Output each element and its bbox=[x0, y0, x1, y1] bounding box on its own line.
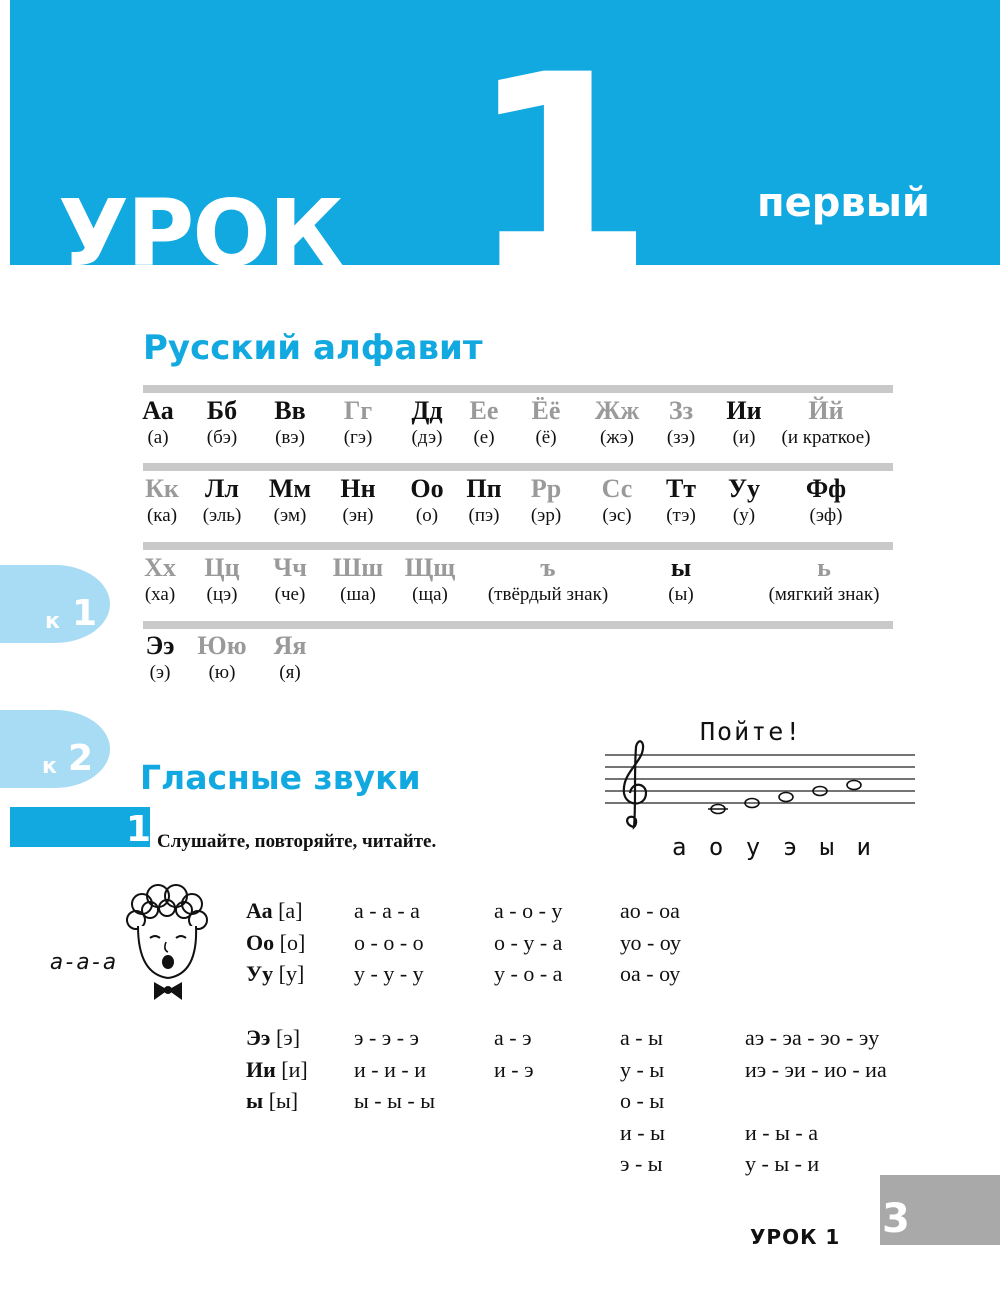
alphabet-letter-name: (мягкий знак) bbox=[768, 584, 880, 605]
page-number: 3 bbox=[882, 1196, 910, 1242]
drill-cell: и - ы - а bbox=[745, 1120, 818, 1145]
alphabet-letter: Мм bbox=[268, 474, 312, 503]
alphabet-letter-name: (ка) bbox=[146, 505, 178, 526]
alphabet-letter: Дд bbox=[411, 396, 443, 425]
alphabet-letter-name: (ю) bbox=[208, 662, 236, 683]
alphabet-letter: Зз bbox=[668, 396, 694, 425]
alphabet-letter: Сс bbox=[601, 474, 633, 503]
alphabet-letter: Уу bbox=[727, 474, 761, 503]
drill-row-head bbox=[246, 1090, 298, 1112]
drill-cell: о - ы bbox=[620, 1088, 665, 1113]
alphabet-letter: Юю bbox=[197, 631, 247, 660]
alphabet-letter-name: (эр) bbox=[530, 505, 562, 526]
drill-cell: и - и - и bbox=[354, 1057, 426, 1082]
track-tab-2 bbox=[0, 710, 110, 788]
alphabet-letter: Ёё bbox=[531, 396, 561, 425]
vowels-title: Гласные звуки bbox=[140, 758, 421, 797]
alphabet-letter-name: (эль) bbox=[202, 505, 242, 526]
tab-number: 2 bbox=[68, 738, 94, 779]
alphabet-letter-name: (тэ) bbox=[666, 505, 696, 526]
alphabet-letter-name: (цэ) bbox=[206, 584, 238, 605]
alphabet-letter: Рр bbox=[530, 474, 562, 503]
lesson-number: 1 bbox=[468, 18, 655, 330]
alphabet-letter-name: (бэ) bbox=[206, 427, 238, 448]
drill-vowel: ы bbox=[246, 1088, 264, 1113]
tab-label: к bbox=[45, 609, 60, 634]
drill-cell: и - ы bbox=[620, 1120, 665, 1145]
drill-cell: а - о - у bbox=[494, 898, 563, 923]
sing-letters: а о у э ы и bbox=[672, 833, 875, 861]
alphabet-letter: Хх bbox=[144, 553, 176, 582]
alphabet-letter: Чч bbox=[273, 553, 307, 582]
drill-cell: иэ - эи - ио - иа bbox=[745, 1057, 887, 1082]
alphabet-letter-name: (у) bbox=[732, 505, 756, 526]
alphabet-letter: Нн bbox=[340, 474, 376, 503]
drill-cell: о - о - о bbox=[354, 930, 424, 955]
drill-row-head bbox=[246, 1027, 300, 1049]
alphabet-letter-name: (эм) bbox=[273, 505, 307, 526]
drill-vowel: Ии bbox=[246, 1057, 276, 1082]
alphabet-letter-name: (ха) bbox=[144, 584, 176, 605]
alphabet-letter: Пп bbox=[466, 474, 502, 503]
alphabet-letter: Бб bbox=[206, 396, 238, 425]
lesson-word: УРОК bbox=[58, 180, 342, 287]
alphabet-letter-name: (а) bbox=[147, 427, 169, 448]
alphabet-letter-name: (ша) bbox=[340, 584, 376, 605]
alphabet-letter-name: (че) bbox=[274, 584, 306, 605]
alphabet-letter-name: (твёрдый знак) bbox=[487, 584, 609, 605]
alphabet-letter-name: (я) bbox=[279, 662, 301, 683]
alphabet-letter: Кк bbox=[145, 474, 179, 503]
alphabet-letter: ъ bbox=[540, 553, 556, 582]
staff-lines bbox=[605, 755, 915, 803]
alphabet-letter-name: (эф) bbox=[809, 505, 843, 526]
singing-text: а-а-а bbox=[50, 950, 117, 975]
alphabet-letter: Тт bbox=[665, 474, 697, 503]
drill-transcription: [а] bbox=[278, 898, 303, 923]
treble-clef-icon bbox=[624, 741, 646, 827]
alphabet-letter-name: (и краткое) bbox=[781, 427, 871, 448]
drill-cell: оа - оу bbox=[620, 961, 681, 986]
alphabet-letter: Жж bbox=[594, 396, 640, 425]
footer-lesson-label: УРОК 1 bbox=[750, 1225, 841, 1249]
drill-vowel: Оо bbox=[246, 930, 275, 955]
drill-cell: и - э bbox=[494, 1057, 534, 1082]
alphabet-letter-name: (эс) bbox=[602, 505, 632, 526]
lesson-ordinal: первый bbox=[757, 180, 930, 226]
alphabet-letter-name: (е) bbox=[473, 427, 495, 448]
alphabet-letter-name: (гэ) bbox=[343, 427, 373, 448]
drill-row-head bbox=[246, 963, 304, 985]
alphabet-letter: Фф bbox=[805, 474, 847, 503]
drill-vowel: Уу bbox=[246, 961, 274, 986]
exercise-number: 1 bbox=[126, 809, 152, 850]
alphabet-letter: Ии bbox=[726, 396, 762, 425]
drill-cell: у - о - а bbox=[494, 961, 563, 986]
hair bbox=[127, 885, 207, 929]
music-staff-illustration bbox=[600, 735, 920, 830]
drill-cell: у - ы bbox=[620, 1057, 665, 1082]
alphabet-letter-name: (о) bbox=[415, 505, 439, 526]
drill-cell: у - ы - и bbox=[745, 1151, 820, 1176]
alphabet-title: Русский алфавит bbox=[143, 328, 483, 368]
drill-transcription: [у] bbox=[278, 961, 305, 986]
alphabet-letter-name: (вэ) bbox=[275, 427, 305, 448]
notes bbox=[708, 781, 861, 814]
alphabet-letter-name: (ы) bbox=[668, 584, 694, 605]
alphabet-letter: Йй bbox=[808, 396, 844, 425]
drill-row-head bbox=[246, 1059, 308, 1081]
alphabet-letter: Яя bbox=[273, 631, 307, 660]
alphabet-letter-name: (ё) bbox=[535, 427, 557, 448]
drill-vowel: Ээ bbox=[246, 1025, 271, 1050]
alphabet-letter: Оо bbox=[410, 474, 444, 503]
drill-cell: а - э bbox=[494, 1025, 532, 1050]
singing-boy-illustration bbox=[118, 882, 213, 1007]
alphabet-letter: Лл bbox=[205, 474, 239, 503]
alphabet-letter-name: (дэ) bbox=[411, 427, 443, 448]
tab-label: к bbox=[42, 754, 57, 779]
drill-cell: уо - оу bbox=[620, 930, 681, 955]
drill-transcription: [о] bbox=[279, 930, 306, 955]
drill-cell: ы - ы - ы bbox=[354, 1088, 435, 1113]
drill-transcription: [ы] bbox=[268, 1088, 299, 1113]
alphabet-letter-name: (и) bbox=[732, 427, 756, 448]
alphabet-letter: Щщ bbox=[404, 553, 456, 582]
sing-label: Пойте! bbox=[700, 717, 803, 746]
alphabet-letter: Шш bbox=[332, 553, 384, 582]
alphabet-letter-name: (э) bbox=[149, 662, 171, 683]
drill-cell: а - а - а bbox=[354, 898, 420, 923]
drill-transcription: [э] bbox=[275, 1025, 301, 1050]
alphabet-letter: ы bbox=[670, 553, 692, 582]
alphabet-letter-name: (пэ) bbox=[468, 505, 500, 526]
drill-cell: э - э - э bbox=[354, 1025, 419, 1050]
drill-cell: аэ - эа - эо - эу bbox=[745, 1025, 880, 1050]
drill-row-head bbox=[246, 900, 303, 922]
exercise-instruction: Слушайте, повторяйте, читайте. bbox=[157, 831, 437, 852]
drill-vowel: Аа bbox=[246, 898, 273, 923]
alphabet-letter: Ее bbox=[469, 396, 499, 425]
drill-cell: о - у - а bbox=[494, 930, 563, 955]
drill-transcription: [и] bbox=[281, 1057, 308, 1082]
alphabet-letter: Гг bbox=[343, 396, 373, 425]
alphabet-letter: Цц bbox=[204, 553, 240, 582]
drill-cell: э - ы bbox=[620, 1151, 663, 1176]
tab-number: 1 bbox=[72, 593, 98, 634]
alphabet-letter: Ээ bbox=[145, 631, 175, 660]
alphabet-letter-name: (ща) bbox=[412, 584, 448, 605]
open-mouth bbox=[162, 955, 174, 969]
alphabet-letter-name: (жэ) bbox=[600, 427, 634, 448]
alphabet-letter: Аа bbox=[142, 396, 174, 425]
drill-row-head bbox=[246, 932, 305, 954]
alphabet-letter-name: (эн) bbox=[342, 505, 374, 526]
alphabet-letter: Вв bbox=[274, 396, 306, 425]
alphabet-letter: ь bbox=[817, 553, 831, 582]
drill-cell: а - ы bbox=[620, 1025, 663, 1050]
track-tab-1 bbox=[0, 565, 110, 643]
drill-cell: у - у - у bbox=[354, 961, 424, 986]
alphabet-letter-name: (зэ) bbox=[666, 427, 696, 448]
drill-cell: ао - оа bbox=[620, 898, 680, 923]
